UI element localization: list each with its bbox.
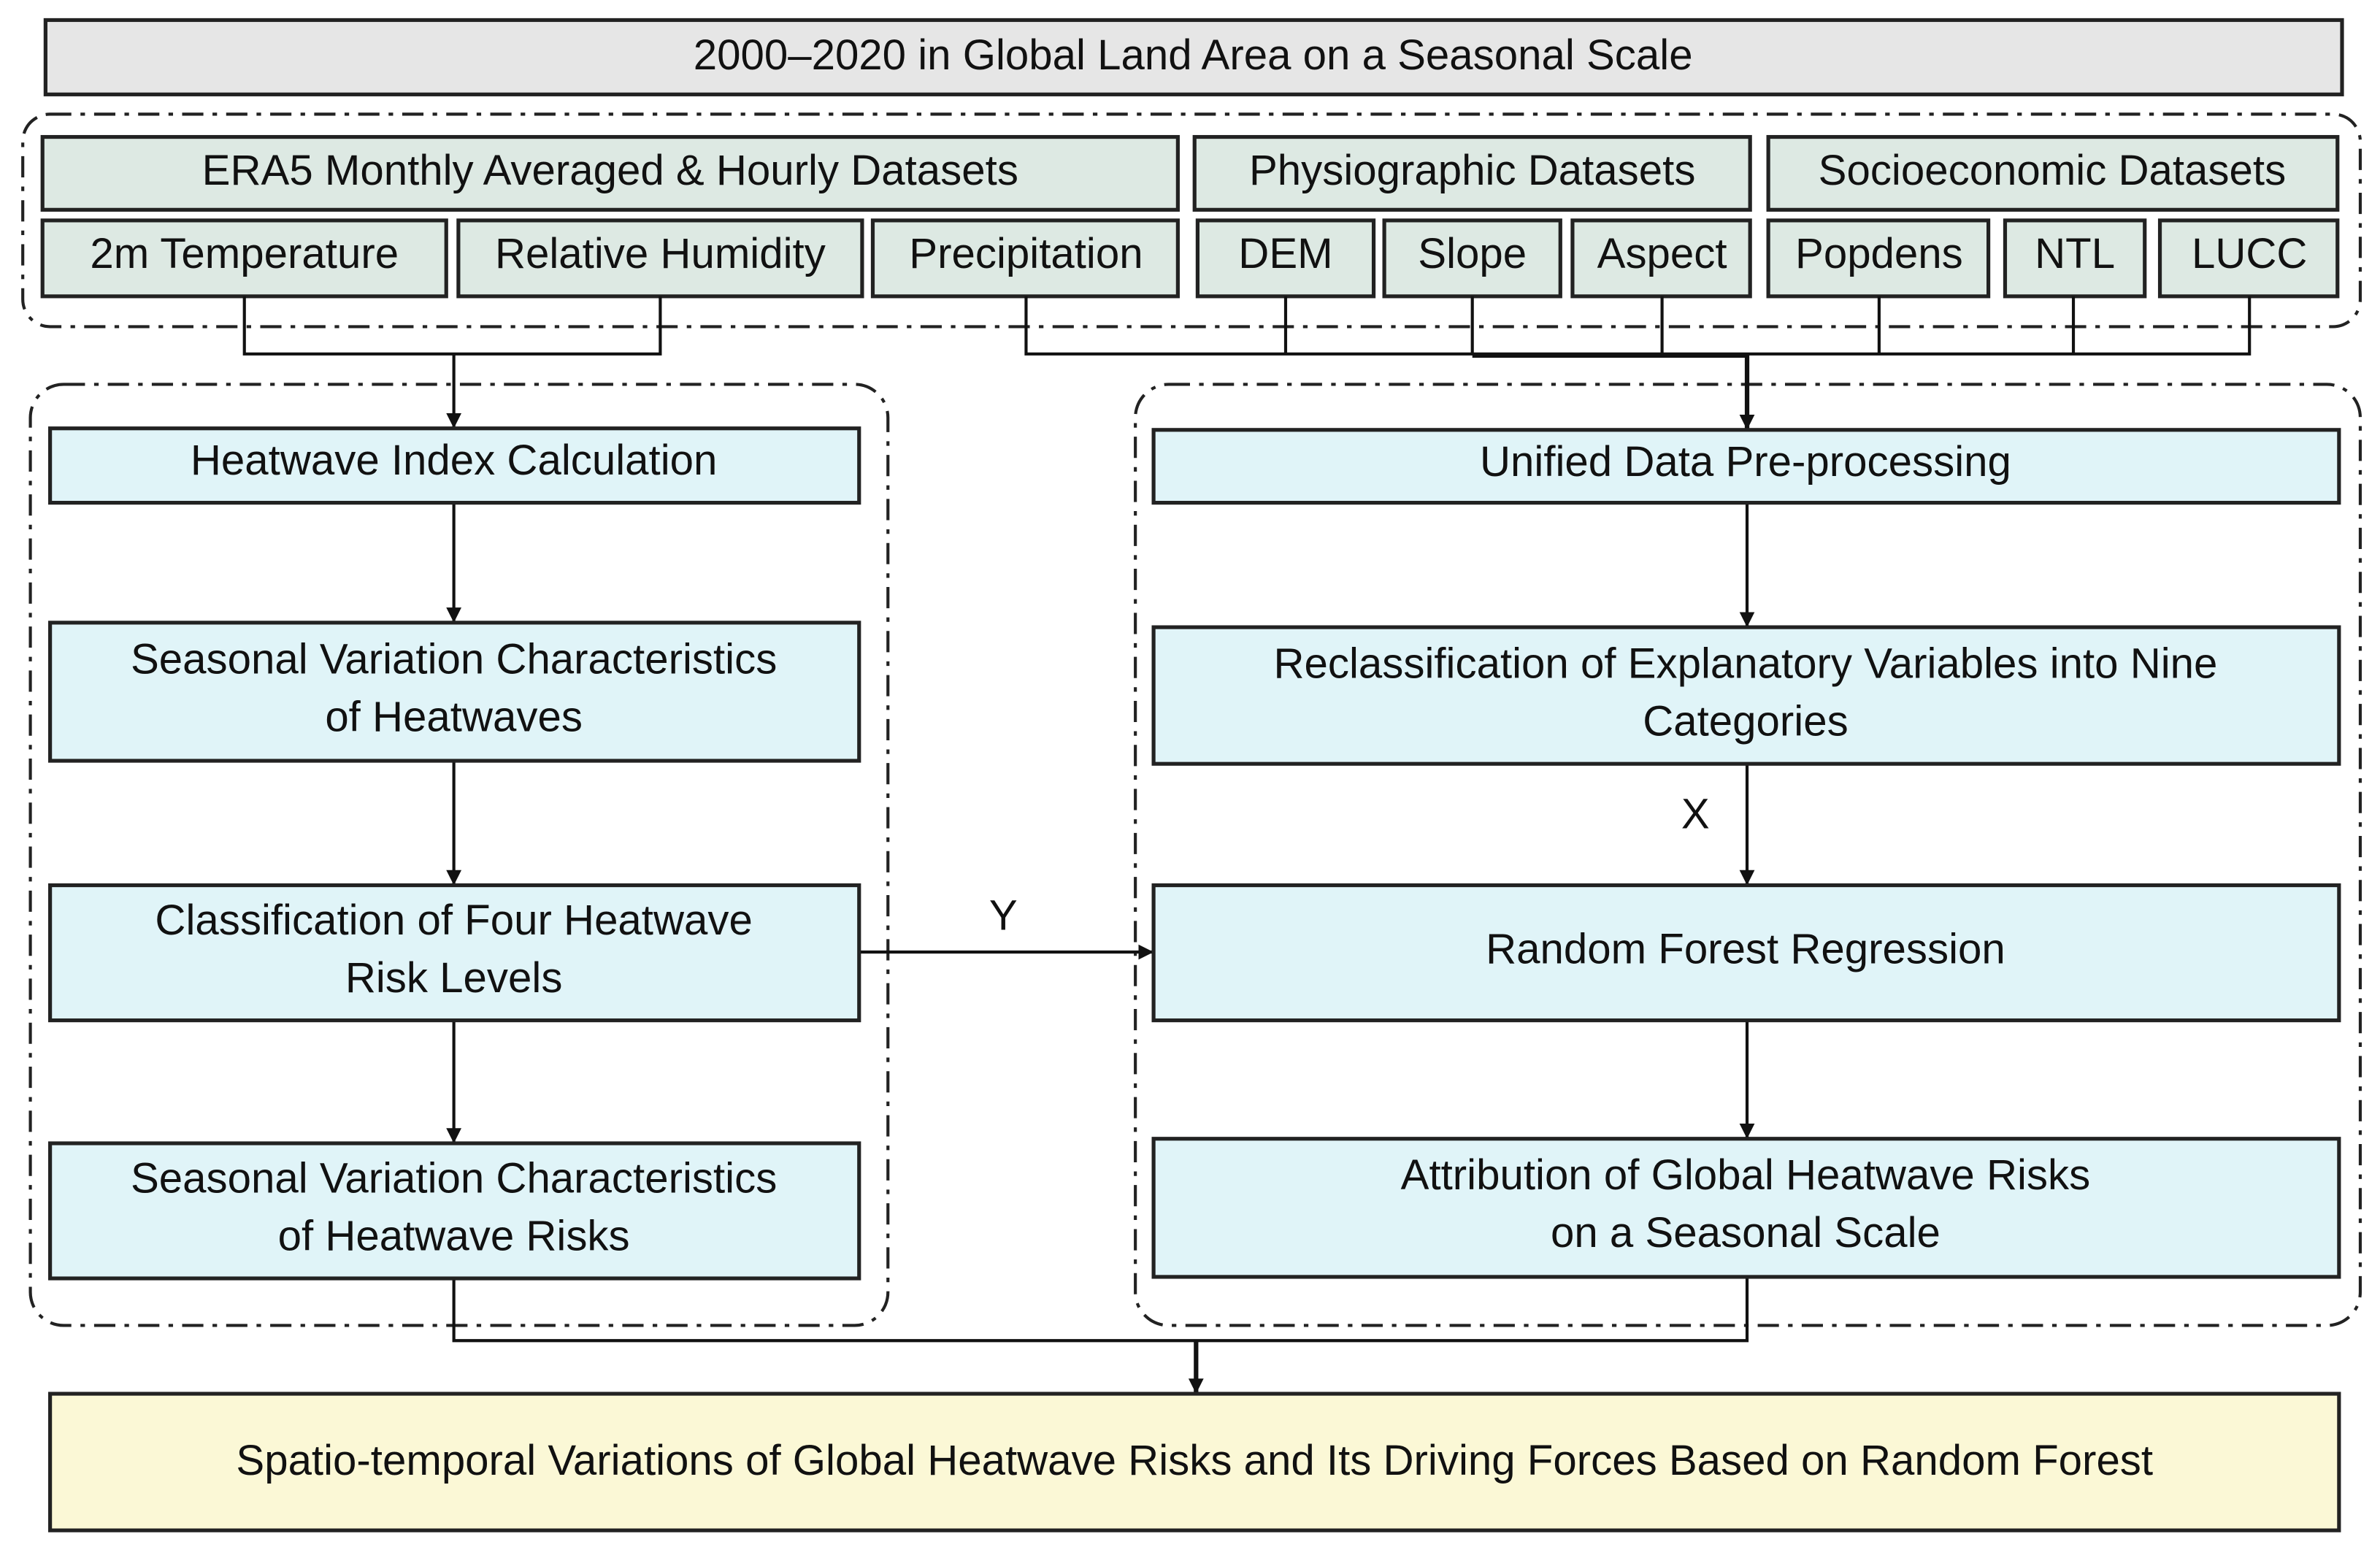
dataset-popdens: Popdens (1795, 230, 1963, 278)
dataset-dem: DEM (1238, 230, 1333, 278)
result-text: Spatio-temporal Variations of Global Heatwave Risks and Its Driving Forces Based on Random Forest (236, 1437, 2154, 1485)
step-reclassification-l1: Reclassification of Explanatory Variables into Nine (1273, 640, 2218, 688)
step-risk-levels-l2: Risk Levels (345, 953, 563, 1002)
dataset-2m-temperature: 2m Temperature (90, 230, 399, 278)
dataset-lucc: LUCC (2191, 230, 2308, 278)
era5-header: ERA5 Monthly Averaged & Hourly Datasets (201, 146, 1018, 194)
step-heatwave-index: Heatwave Index Calculation (190, 436, 718, 484)
dataset-relative-humidity: Relative Humidity (494, 230, 826, 278)
y-label: Y (989, 891, 1018, 940)
dataset-precipitation: Precipitation (909, 230, 1143, 278)
step-seasonal-risks-l2: of Heatwave Risks (277, 1212, 630, 1260)
step-seasonal-heatwaves-l1: Seasonal Variation Characteristics (130, 635, 778, 683)
x-label: X (1681, 790, 1710, 838)
step-random-forest: Random Forest Regression (1486, 925, 2005, 973)
step-preprocessing: Unified Data Pre-processing (1479, 438, 2011, 486)
dataset-slope: Slope (1418, 230, 1527, 278)
physiographic-header: Physiographic Datasets (1248, 146, 1696, 194)
step-risk-levels-l1: Classification of Four Heatwave (155, 896, 753, 944)
step-reclassification-l2: Categories (1643, 697, 1849, 745)
title-box (45, 20, 2342, 94)
step-attribution-l1: Attribution of Global Heatwave Risks (1400, 1151, 2091, 1200)
socioeconomic-header: Socioeconomic Datasets (1818, 146, 2287, 194)
step-seasonal-heatwaves-l2: of Heatwaves (325, 693, 583, 741)
step-attribution-l2: on a Seasonal Scale (1550, 1209, 1941, 1257)
title-text: 2000–2020 in Global Land Area on a Seasonal Scale (693, 31, 1693, 79)
step-seasonal-risks-l1: Seasonal Variation Characteristics (130, 1154, 778, 1202)
dataset-ntl: NTL (2035, 230, 2116, 278)
dataset-aspect: Aspect (1597, 230, 1727, 278)
